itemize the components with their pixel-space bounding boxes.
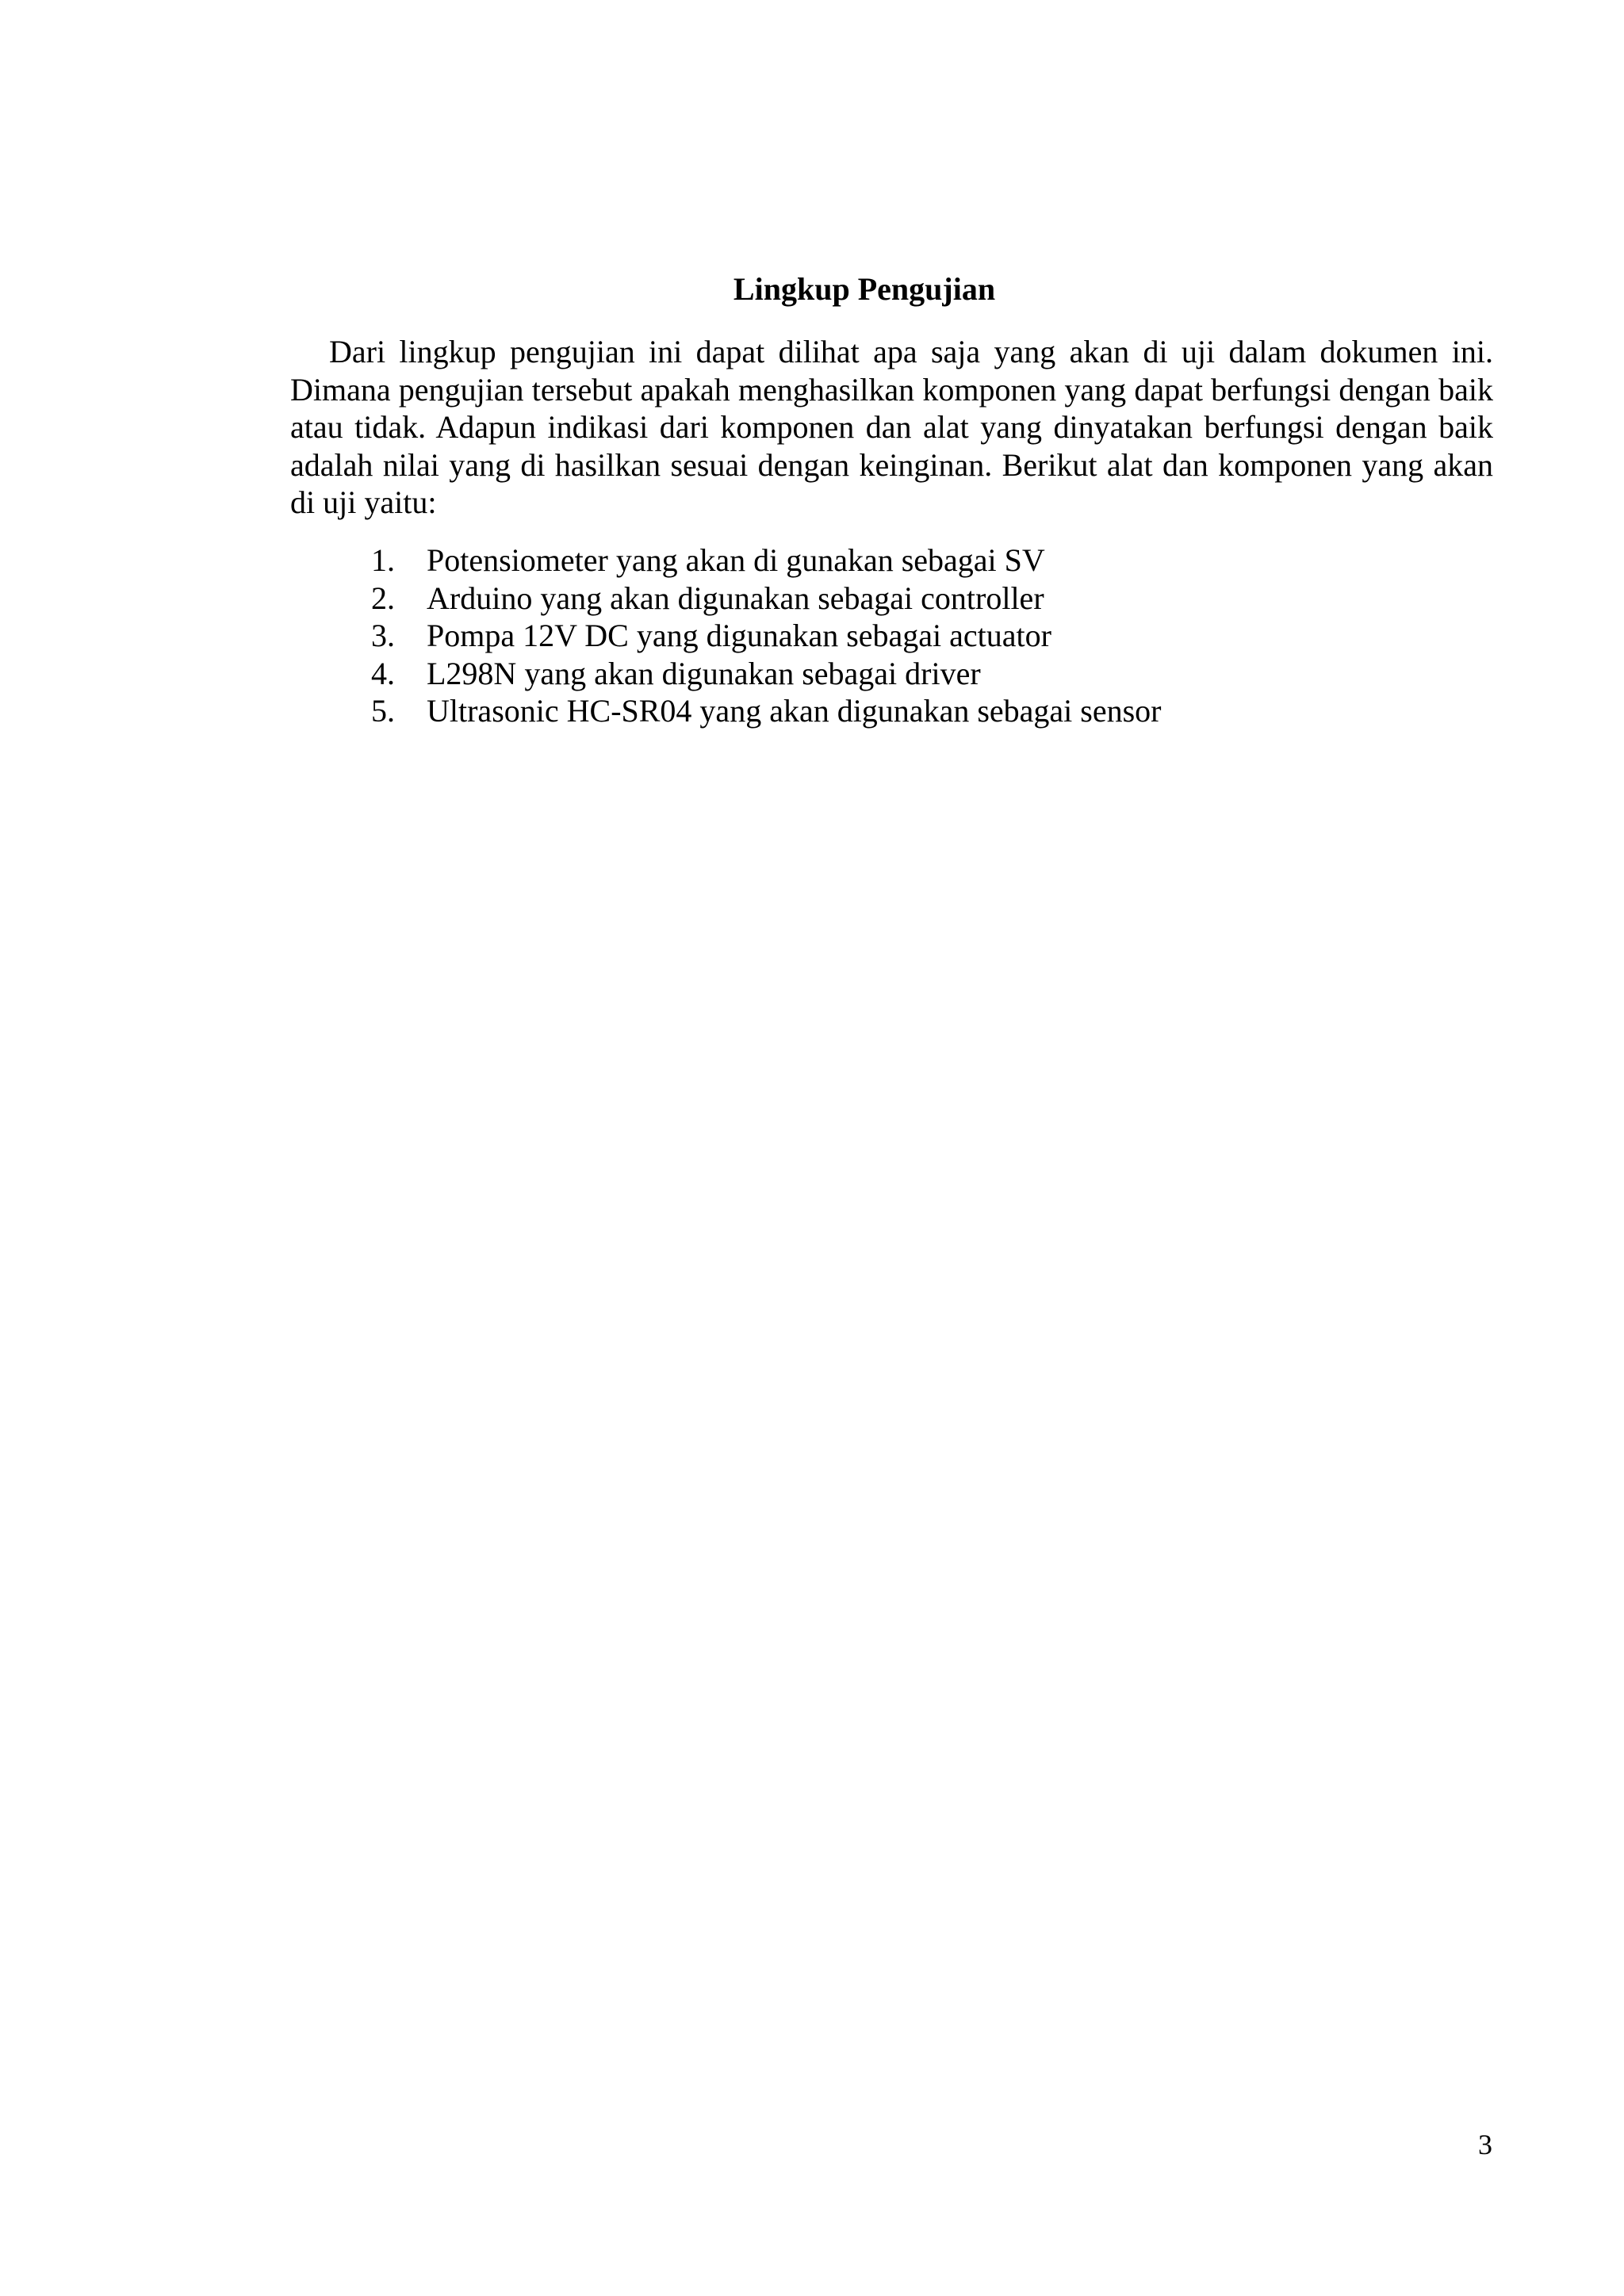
component-list: [371, 541, 1481, 730]
list-item-text: Pompa 12V DC yang digunakan sebagai actuator: [427, 618, 1051, 654]
list-item-text: Potensiometer yang akan di gunakan sebagai SV: [427, 542, 1045, 578]
list-item-number: 1.: [371, 542, 395, 578]
list-item: [371, 692, 1481, 730]
list-item-number: 5.: [371, 693, 395, 729]
page-number: 3: [1478, 2129, 1492, 2160]
list-item: [371, 617, 1481, 655]
section-heading: Lingkup Pengujian: [733, 271, 996, 307]
list-item-text: Ultrasonic HC-SR04 yang akan digunakan sebagai sensor: [427, 693, 1162, 729]
list-item-number: 2.: [371, 580, 395, 616]
list-item: [371, 655, 1481, 693]
list-item-number: 4.: [371, 655, 395, 691]
list-item: [371, 580, 1481, 618]
body-paragraph: Dari lingkup pengujian ini dapat dilihat apa saja yang akan di uji dalam dokumen ini. Dimana pengujian tersebut apakah menghasilkan komponen yang dapat berfungsi dengan baik atau tidak. Adapun indikasi dari komponen dan alat yang dinyatakan berfungsi dengan baik adalah nilai yang di hasilkan sesuai dengan keinginan. Berikut alat dan komponen yang akan di uji yaitu:: [290, 334, 1493, 521]
list-item-text: Arduino yang akan digunakan sebagai controller: [427, 580, 1044, 616]
list-item-text: L298N yang akan digunakan sebagai driver: [427, 655, 981, 691]
list-item: [371, 541, 1481, 580]
list-item-number: 3.: [371, 618, 395, 654]
